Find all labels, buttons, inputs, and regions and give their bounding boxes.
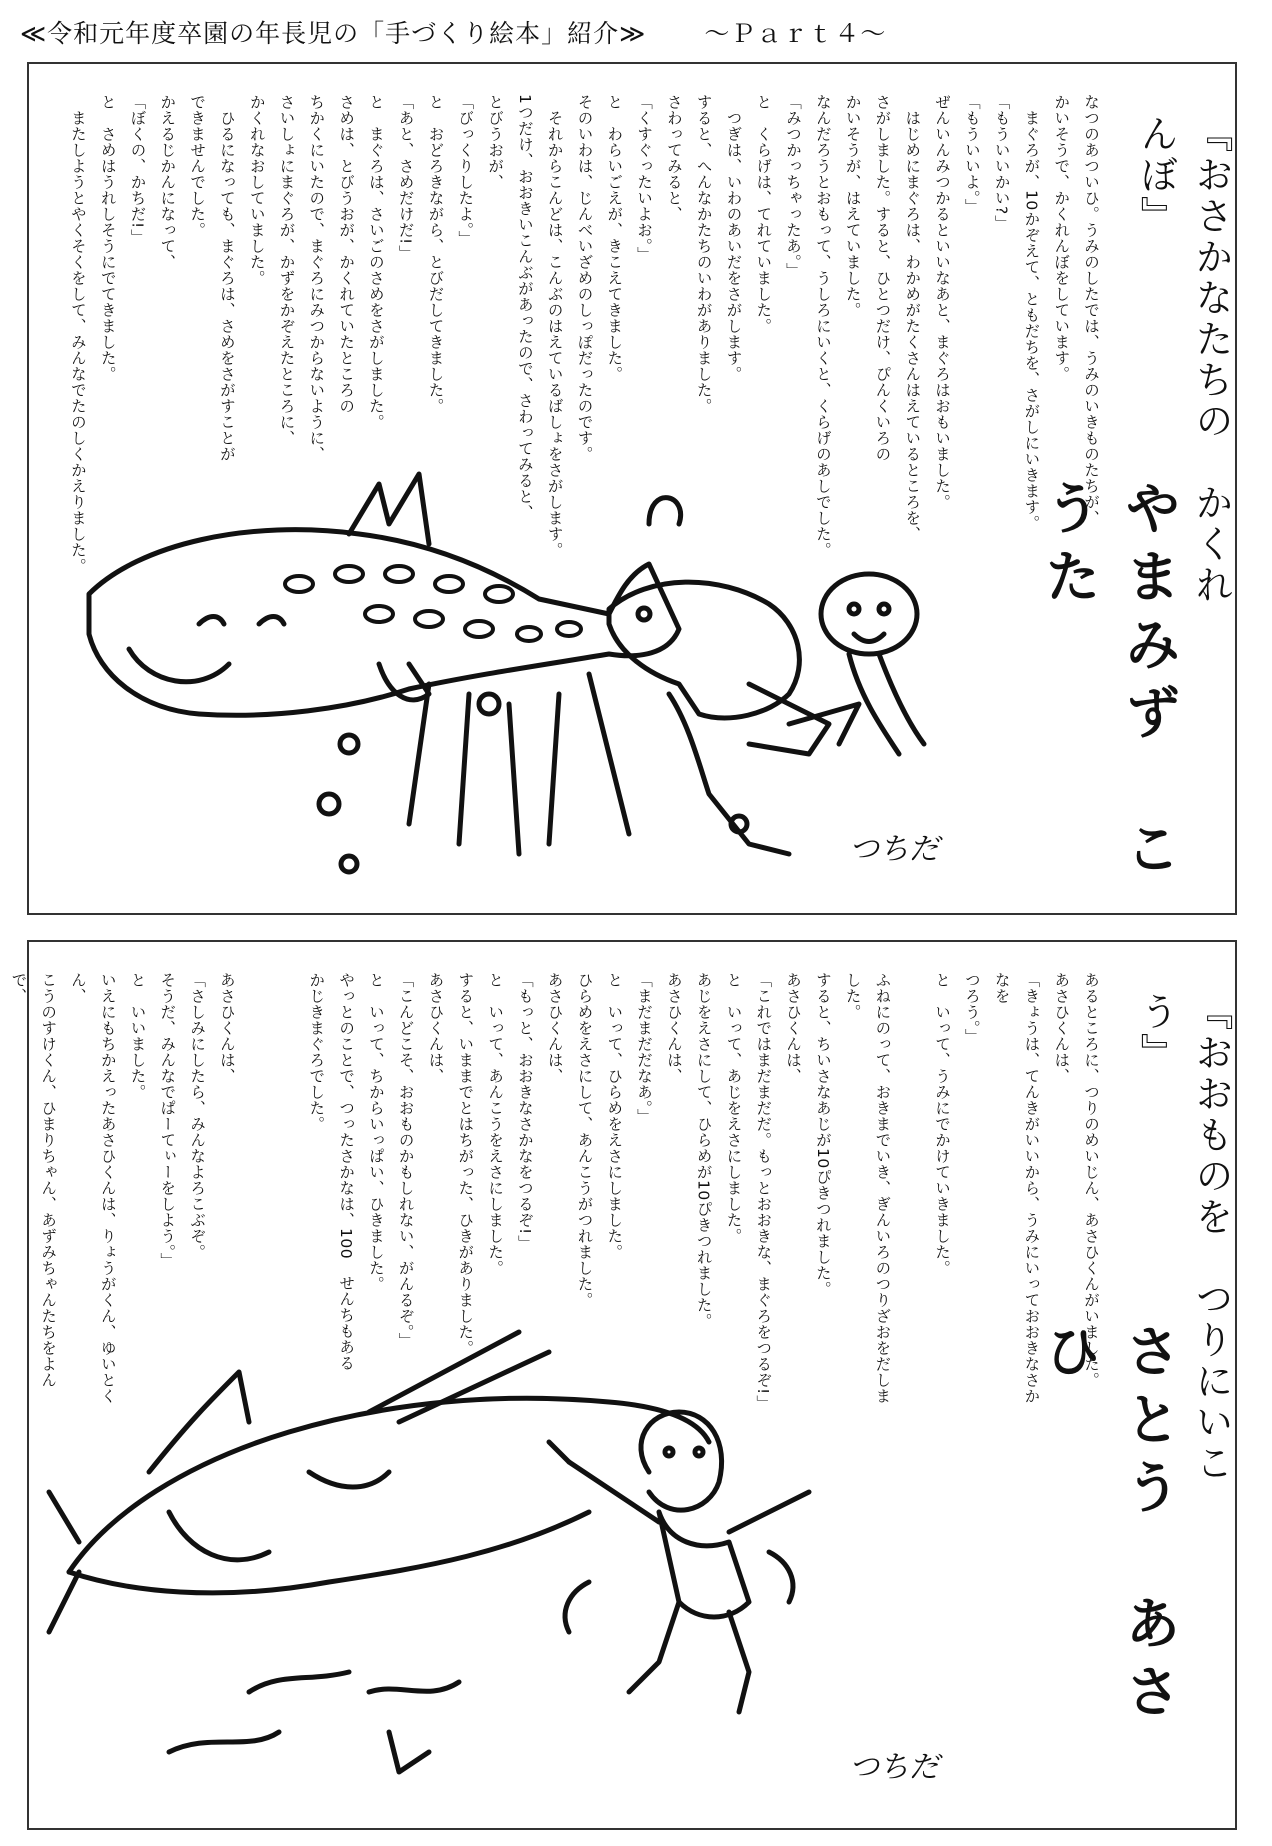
fishing-illustration	[49, 1312, 949, 1812]
part-label: 〜Ｐａｒｔ４〜	[704, 19, 887, 48]
story-author: やまみず こうた	[1036, 479, 1182, 887]
page-header	[20, 12, 886, 52]
story-body: あるところに、つりのめいじん、あさひくんがいました。 あさひくんは、 「きょうは、てんきがいいから、うみにいっておおきなさかなを つろう。」 と いって、うみにでかけていきました。 ふねにのって、おきまでいき、ぎんいろのつりざおをだしました。 すると、ちいさなあじが10ぴきつれました。 あさひくんは、 「これではまだまだだ。もっとおおきな、まぐろをつるぞ!」 と いって、あじをえさにしました。 あじをえさにして、ひらめが10ぴきつれました。 あさひくんは、 「まだまだだなあ。」 と いって、ひらめをえさにしました。 ひらめをえさにして、あんこうがつれました。 あさひくんは、 「もっと、おおきなさかなをつるぞ!」 と いって、あんこうをえさにしました。 すると、いままでとはちがった、ひきがありました。 あさひくんは、 「こんどこそ、おおものかもしれない、がんるぞ。」 と いって、ちからいっぱい、ひきました。 やっとのことで、つったさかなは、100 せんちもある かじきまぐろでした。 あさひくんは、 「さしみにしたら、みんなよろこぶぞ。 そうだ、みんなでぱーてぃーをしよう。」 と いいました。 いえにもちかえったあさひくんは、りょうがくん、ゆいとくん、 こうのすけくん、ひまりちゃん、あずみちゃんたちをよんで、	[9, 972, 1100, 1411]
story-panel-1	[27, 62, 1237, 915]
page-title: ≪令和元年度卒園の年長児の「手づくり絵本」紹介≫	[20, 19, 647, 48]
story-body: なつのあついひ。うみのしたでは、うみのいきものたちが、 かいそうで、かくれんぼをしています。 まぐろが、10かぞえて、ともだちを、さがしにいきます。 「もういいかい?」 「もういいよ。」 ぜんいんみつかるといいなあと、まぐろはおもいました。 はじめにまぐろは、わかめがたくさんはえているところを、 さがしました。すると、ひとつだけ、ぴんくいろの かいそうが、はえていました。 なんだろうとおもって、うしろにいくと、くらげのあしでした。 「みつかっちゃったあ。」 と くらげは、てれていました。 つぎは、いわのあいだをさがします。 すると、へんなかたちのいわがありました。 さわってみると、 「くすぐったいよお。」 と わらいごえが、きこえてきました。 そのいわは、じんべいざめのしっぽだったのです。 それからこんどは、こんぶのはえているばしょをさがします。 1つだけ、おおきいこんぶがあったので、さわってみると、 とびうおが、 「びっくりしたよ。」 と おどろきながら、とびだしてきました。 「あと、さめだけだ!」 と まぐろは、さいごのさめをさがしました。 さめは、とびうおが、かくれていたところの ちかくにいたので、まぐろにみつからないように、 さいしょにまぐろが、かずをかぞえたところに、 かくれなおしていました。 ひるになっても、まぐろは、さめをさがすことが できませんでした。 かえるじかんになって、 「ぼくの、かちだ!」 と さめはうれしそうにでてきました。 またしようとやくそくをして、みんなでたのしくかえりました。	[68, 94, 1100, 574]
story-title: 『おおものを つりにいこう』	[1134, 992, 1233, 1484]
illustrator-signature: つちだ	[849, 832, 939, 867]
story-panel-2	[9, 940, 1237, 1830]
story-title: 『おさかなたちの かくれんぼ』	[1134, 114, 1233, 606]
illustrator-signature: つちだ	[849, 1750, 939, 1785]
story-author: さとう あさひ	[1036, 1322, 1182, 1730]
